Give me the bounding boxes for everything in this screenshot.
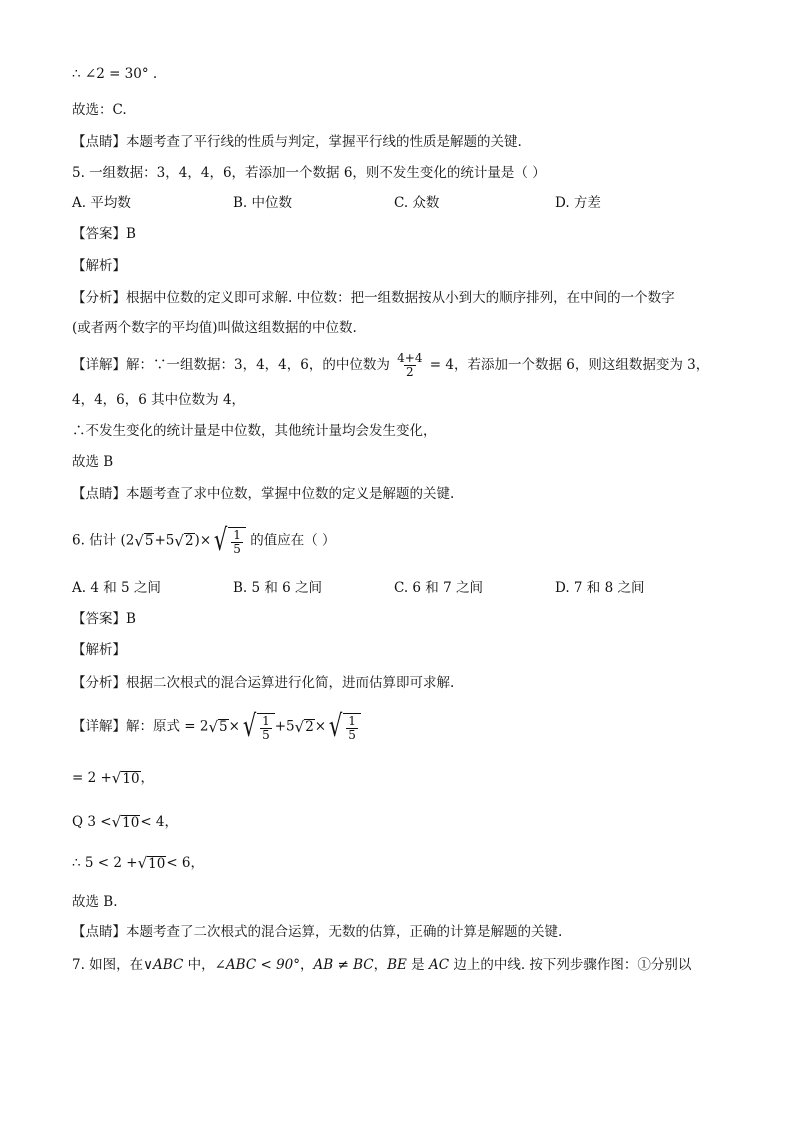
question-5-answer: 【答案】B [72, 226, 136, 242]
times-sign: × [228, 718, 240, 735]
fraction-numerator: 4+4 [397, 351, 423, 365]
segment-ac: AC [428, 957, 450, 973]
sqrt-5: √ 5 [134, 531, 154, 550]
expr-plus: +5 [154, 532, 175, 549]
sqrt-icon: √ [111, 813, 122, 831]
option-a: A. 4 和 5 之间 [72, 580, 161, 596]
question-6-step-2 [72, 812, 734, 832]
option-d: D. 方差 [555, 195, 601, 211]
sqrt-fraction [240, 709, 275, 744]
question-6-analysis: 【分析】根据二次根式的混合运算进行化简，进而估算即可求解. [72, 675, 455, 691]
detail-text: = 4，若添加一个数据 6，则这组数据变为 3， [429, 357, 710, 373]
segment-be: BE [387, 957, 407, 973]
detail-text: 【详解】解：原式 = 2 [72, 718, 209, 735]
sqrt-icon: √ [208, 717, 219, 736]
expr-close: )× [194, 532, 212, 549]
question-6-comment: 【点睛】本题考查了二次根式的混合运算，无数的估算，正确的计算是解题的关键. [72, 924, 563, 940]
sqrt-10: √ 10 [137, 854, 166, 872]
question-5-options [72, 193, 734, 213]
fraction-one-fifth: $\frac{1}{5}$ [233, 527, 241, 556]
question-5-analysis-2: (或者两个数字的平均值)叫做这组数据的中位数. [72, 320, 357, 336]
question-6-step-1 [72, 768, 734, 788]
expr-open: (2 [120, 532, 135, 549]
stem-text: 的值应在（ ） [250, 532, 336, 549]
step-text: ∴ 5 < 2 + [72, 855, 138, 871]
question-6-step-3 [72, 853, 734, 873]
option-a: A. 平均数 [72, 195, 131, 211]
detail-text: 【详解】解：∵一组数据：3，4，4，6，的中位数为 [72, 357, 390, 373]
step-text: < 4， [140, 814, 179, 830]
fraction-one-fifth: $\frac{1}{5}$ [262, 713, 270, 742]
question-5-comment: 【点睛】本题考查了求中位数，掌握中位数的定义是解题的关键. [72, 486, 455, 502]
sqrt-10: √ 10 [111, 813, 140, 831]
sqrt-icon: √ [294, 717, 305, 736]
option-b: B. 5 和 6 之间 [233, 580, 323, 596]
option-c: C. 众数 [394, 195, 440, 211]
sqrt-5: √ 5 [208, 717, 228, 736]
option-b: B. 中位数 [233, 195, 293, 211]
plus-five: +5 [274, 718, 295, 735]
sqrt-icon: √ [242, 709, 257, 744]
question-5-analysis-1: 【分析】根据中位数的定义即可求解. 中位数：把一组数据按从小到大的顺序排列，在中间的一个数字 [72, 290, 675, 306]
fraction-denominator: 2 [406, 365, 414, 379]
question-5-analysis-heading: 【解析】 [72, 258, 126, 274]
sqrt-icon: √ [174, 531, 184, 550]
triangle-abc: ∨ABC [143, 957, 184, 973]
question-6-stem [72, 523, 734, 558]
question-6-options [72, 578, 734, 598]
sqrt-icon: √ [137, 854, 148, 872]
step-text: < 6， [166, 855, 205, 871]
times-sign: × [314, 718, 327, 735]
question-5-choice: 故选 B [72, 454, 114, 470]
ab-not-bc: AB ≠ BC [313, 957, 374, 973]
sqrt-icon: √ [214, 523, 228, 558]
option-d: D. 7 和 8 之间 [555, 580, 645, 596]
sqrt-icon: √ [328, 709, 343, 744]
question-6-answer: 【答案】B [72, 611, 136, 627]
median-fraction [396, 352, 423, 379]
line-comment-q4: 【点睛】本题考查了平行线的性质与判定，掌握平行线的性质是解题的关键. [72, 134, 522, 150]
question-5-detail-2: 4，4，6，6 其中位数为 4， [72, 392, 246, 408]
sqrt-fraction [211, 523, 246, 558]
question-6-detail-1 [72, 709, 734, 744]
question-5-detail-3: ∴不发生变化的统计量是中位数，其他统计量均会发生变化， [72, 423, 437, 439]
question-6-choice: 故选 B. [72, 894, 118, 910]
step-text: Q 3 < [72, 814, 112, 830]
fraction-one-fifth: $\frac{1}{5}$ [348, 713, 356, 742]
step-text: = 2 + [72, 770, 112, 786]
step-text: ， [140, 770, 155, 786]
sqrt-icon: √ [111, 769, 122, 787]
question-5-detail-1 [72, 352, 734, 379]
sqrt-icon: √ [134, 531, 144, 550]
option-c: C. 6 和 7 之间 [394, 580, 483, 596]
question-7-stem: 7. 如图，在∨ABC 中，∠ABC < 90°，AB ≠ BC，BE 是 AC 边上的中线. 按下列步骤作图：①分别以 [72, 957, 692, 973]
angle-abc: ∠ABC < 90° [214, 957, 300, 973]
sqrt-fraction [326, 709, 361, 744]
sqrt-10: √ 10 [111, 769, 140, 787]
line-choice-c: 故选：C. [72, 102, 127, 118]
question-5-stem: 5. 一组数据：3，4，4，6，若添加一个数据 6，则不发生变化的统计量是（ ） [72, 165, 546, 181]
stem-text: 6. 估计 [72, 532, 117, 549]
sqrt-2: √ 2 [174, 531, 194, 550]
question-6-analysis-heading: 【解析】 [72, 642, 126, 658]
sqrt-2: √ 2 [294, 717, 314, 736]
line-conclusion-angle: ∴ ∠2 = 30° . [72, 66, 158, 82]
